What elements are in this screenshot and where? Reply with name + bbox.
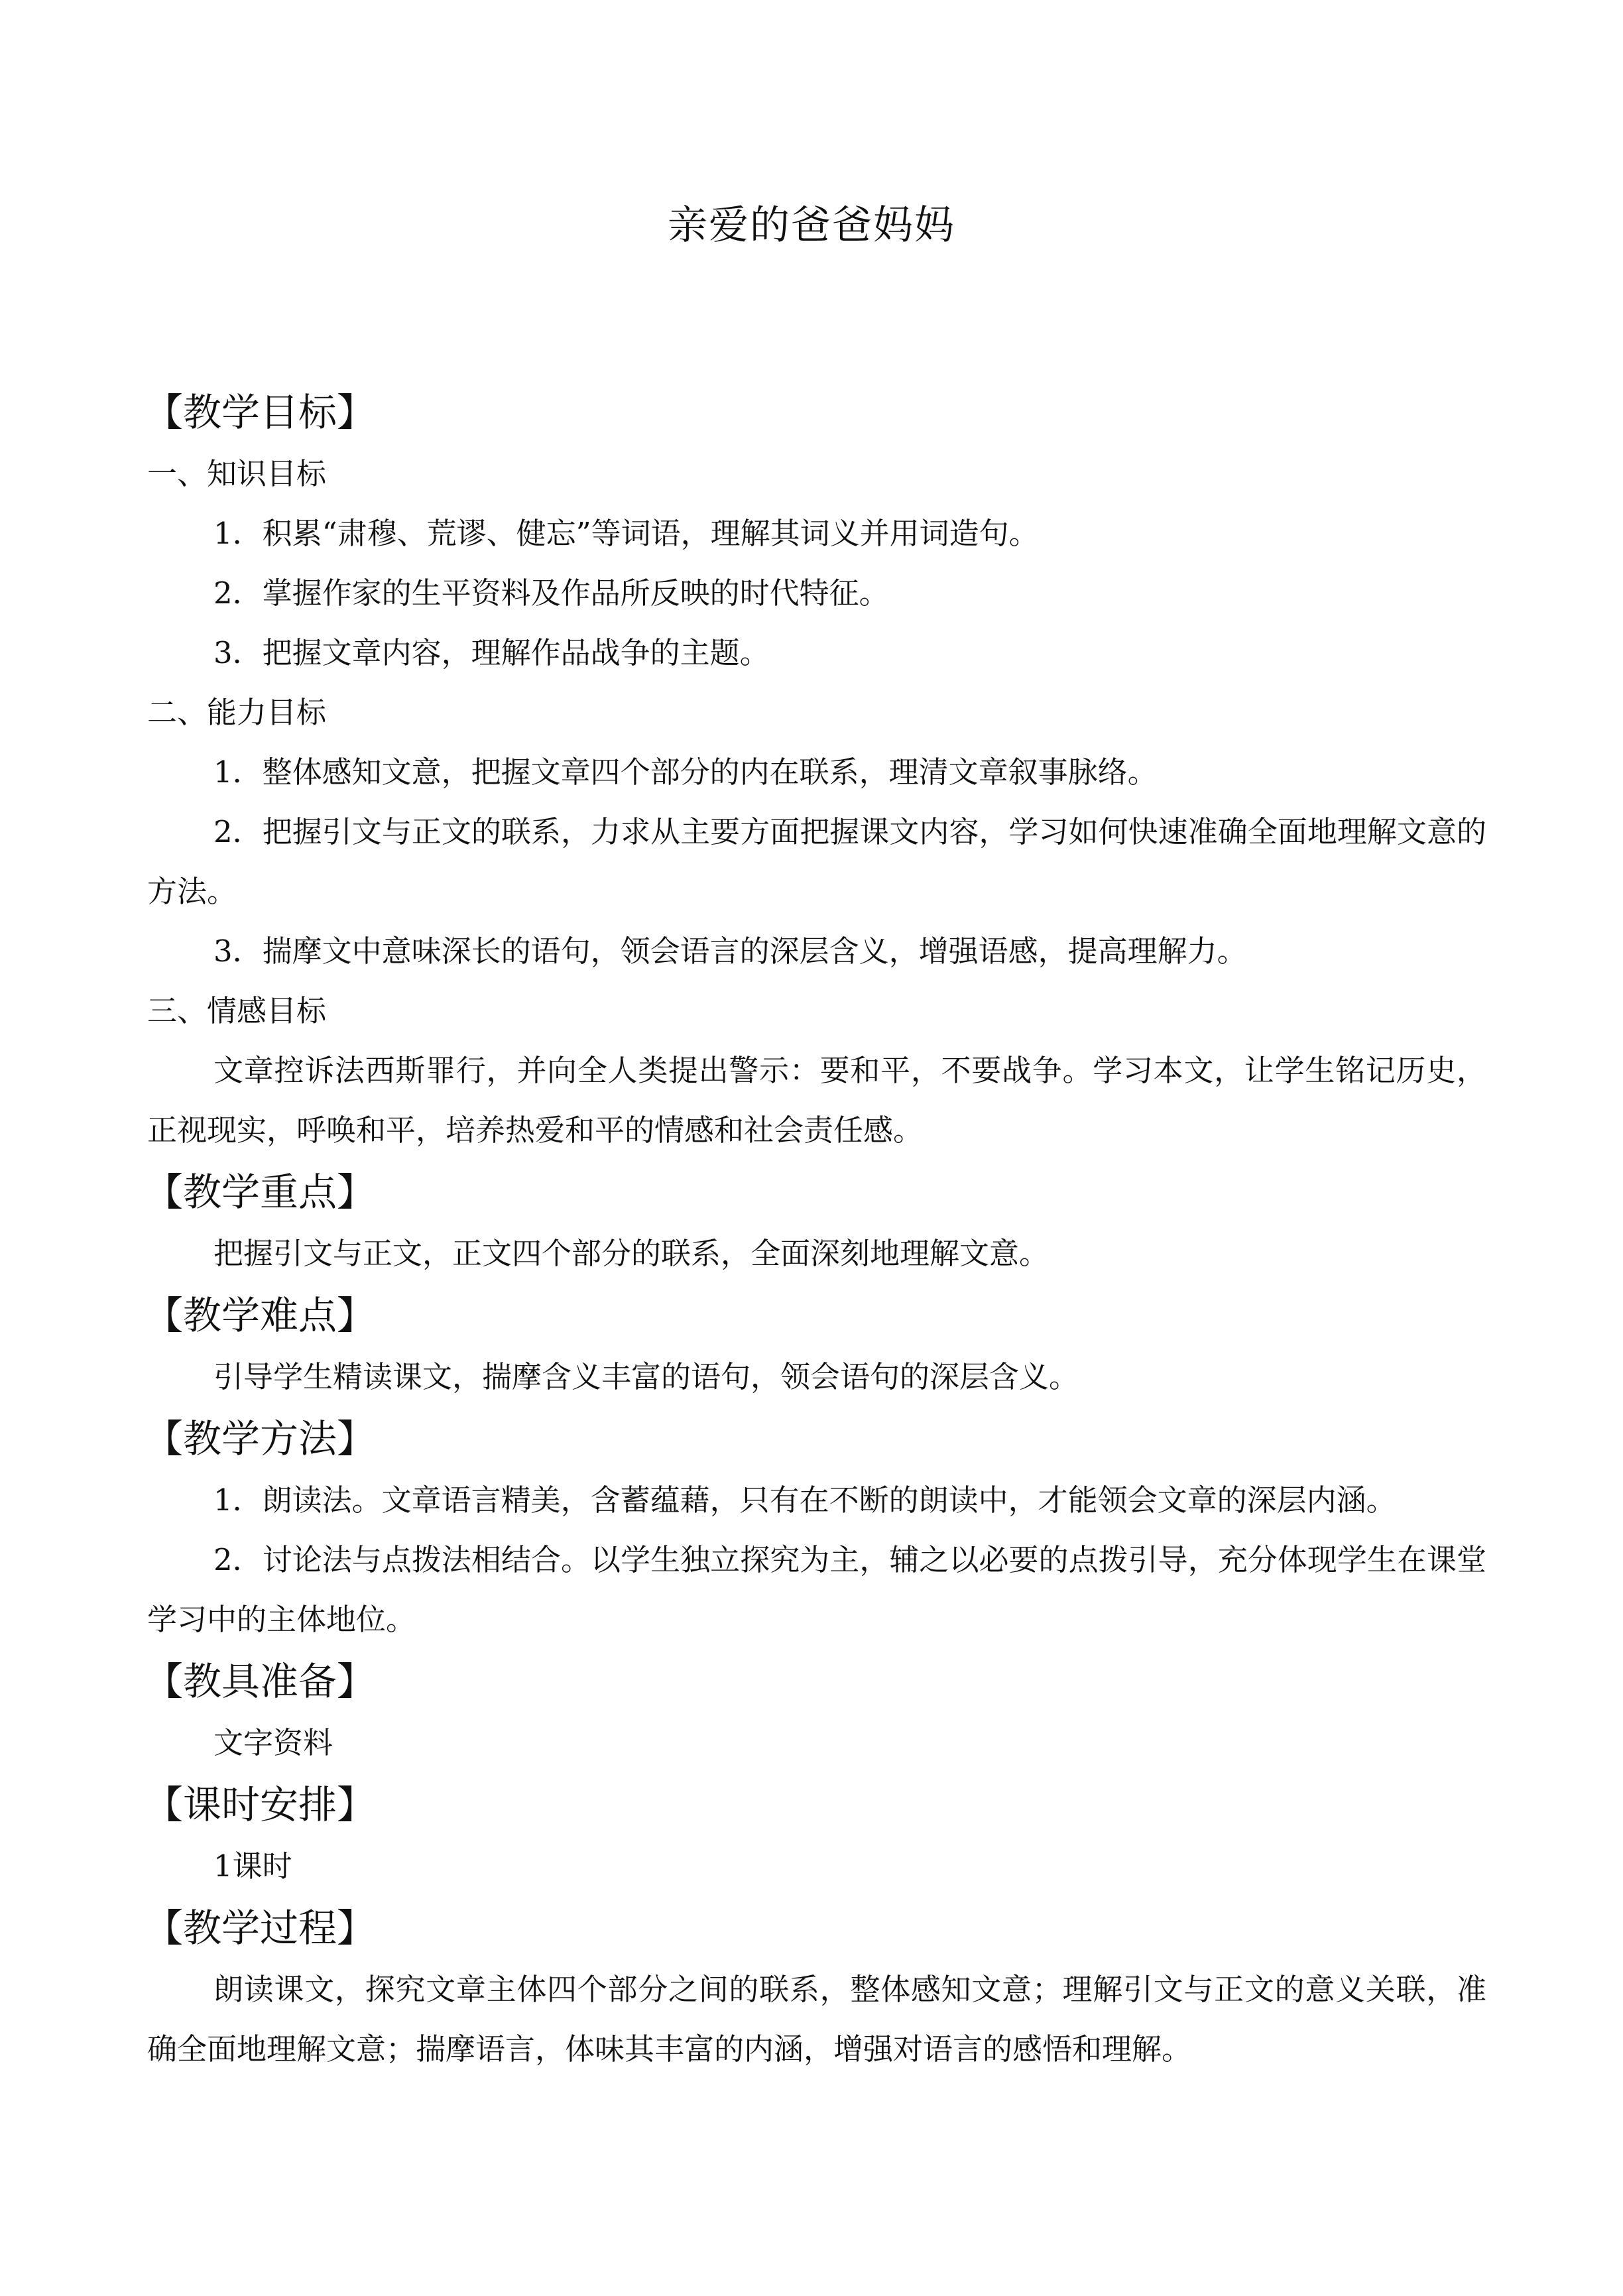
section-heading-methods: 【教学方法】 (145, 1416, 376, 1461)
knowledge-item-2: 2．掌握作家的生平资料及作品所反映的时代特征。 (213, 575, 889, 611)
subheading-ability: 二、能力目标 (147, 695, 327, 730)
knowledge-item-1: 1．积累“肃穆、荒谬、健忘”等词语，理解其词义并用词造句。 (213, 516, 1039, 551)
section-heading-difficulties: 【教学难点】 (145, 1293, 376, 1338)
document-body (147, 381, 1486, 2079)
section-heading-schedule: 【课时安排】 (145, 1782, 376, 1827)
key-points-text: 把握引文与正文，正文四个部分的联系，全面深刻地理解文意。 (213, 1236, 1050, 1271)
section-heading-objectives: 【教学目标】 (145, 390, 376, 435)
process-text: 朗读课文，探究文章主体四个部分之间的联系，整体感知文意；理解引文与正文的意义关联，准确全面地理解文意；揣摩语言，体味其丰富的内涵，增强对语言的感悟和理解。 (147, 1972, 1486, 2067)
section-heading-process: 【教学过程】 (145, 1905, 376, 1951)
section-heading-materials: 【教具准备】 (145, 1659, 376, 1704)
subheading-emotion: 三、情感目标 (147, 993, 327, 1028)
ability-item-1: 1．整体感知文意，把握文章四个部分的内在联系，理清文章叙事脉络。 (213, 755, 1158, 790)
ability-item-2: 2．把握引文与正文的联系，力求从主要方面把握课文内容，学习如何快速准确全面地理解文意的方法。 (147, 814, 1486, 909)
emotion-text: 文章控诉法西斯罪行，并向全人类提出警示：要和平，不要战争。学习本文，让学生铭记历史，正视现实，呼唤和平，培养热爱和平的情感和社会责任感。 (147, 1053, 1486, 1148)
difficulties-text: 引导学生精读课文，揣摩含义丰富的语句，领会语句的深层含义。 (213, 1359, 1079, 1394)
section-heading-key-points: 【教学重点】 (145, 1170, 376, 1215)
subheading-knowledge: 一、知识目标 (147, 456, 327, 491)
document-title: 亲爱的爸爸妈妈 (668, 202, 955, 249)
methods-item-2: 2．讨论法与点拨法相结合。以学生独立探究为主，辅之以必要的点拨引导，充分体现学生在课堂学习中的主体地位。 (147, 1542, 1486, 1637)
ability-item-3: 3．揣摩文中意味深长的语句，领会语言的深层含义，增强语感，提高理解力。 (213, 934, 1247, 969)
schedule-text: 1课时 (213, 1848, 292, 1884)
knowledge-item-3: 3．把握文章内容，理解作品战争的主题。 (213, 635, 770, 670)
methods-item-1: 1．朗读法。文章语言精美，含蓄蕴藉，只有在不断的朗读中，才能领会文章的深层内涵。 (213, 1482, 1396, 1518)
materials-text: 文字资料 (213, 1725, 333, 1760)
